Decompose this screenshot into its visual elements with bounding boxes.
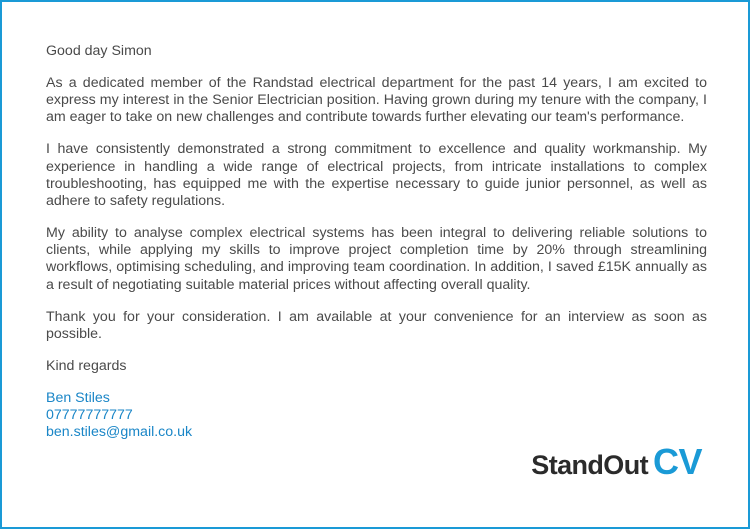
- logo-word: StandOut: [531, 450, 648, 480]
- signature-email: ben.stiles@gmail.co.uk: [46, 424, 193, 441]
- logo-mark: CV: [652, 441, 702, 482]
- standout-cv-logo: [531, 441, 702, 483]
- closing: Kind regards: [46, 357, 127, 374]
- paragraph-thanks: Thank you for your consideration. I am available at your convenience for an interview as soon as possible.: [46, 308, 707, 342]
- paragraph-achievements: My ability to analyse complex electrical systems has been integral to delivering reliable solutions to clients, while applying my skills to improve project completion time by 20% through streamlining workflows, optimising scheduling, and improving team coordination. In addition, I saved £15K annually as a result of negotiating suitable material prices without affecting overall quality.: [46, 225, 707, 293]
- paragraph-intro: As a dedicated member of the Randstad electrical department for the past 14 years, I am excited to express my interest in the Senior Electrician position. Having grown during my tenure with the company, I am eager to take on new challenges and contribute towards further elevating our team's performance.: [46, 75, 707, 126]
- greeting: Good day Simon: [46, 43, 152, 59]
- cover-letter: [46, 43, 707, 441]
- signature-name: Ben Stiles: [46, 389, 110, 406]
- signature-block: [46, 390, 707, 442]
- paragraph-experience: I have consistently demonstrated a strong commitment to excellence and quality workmanship. My experience in handling a wide range of electrical projects, from intricate installations to complex troubleshooting, has equipped me with the expertise necessary to guide junior personnel, as well as adhere to safety regulations.: [46, 141, 707, 210]
- signature-phone: 07777777777: [46, 407, 133, 424]
